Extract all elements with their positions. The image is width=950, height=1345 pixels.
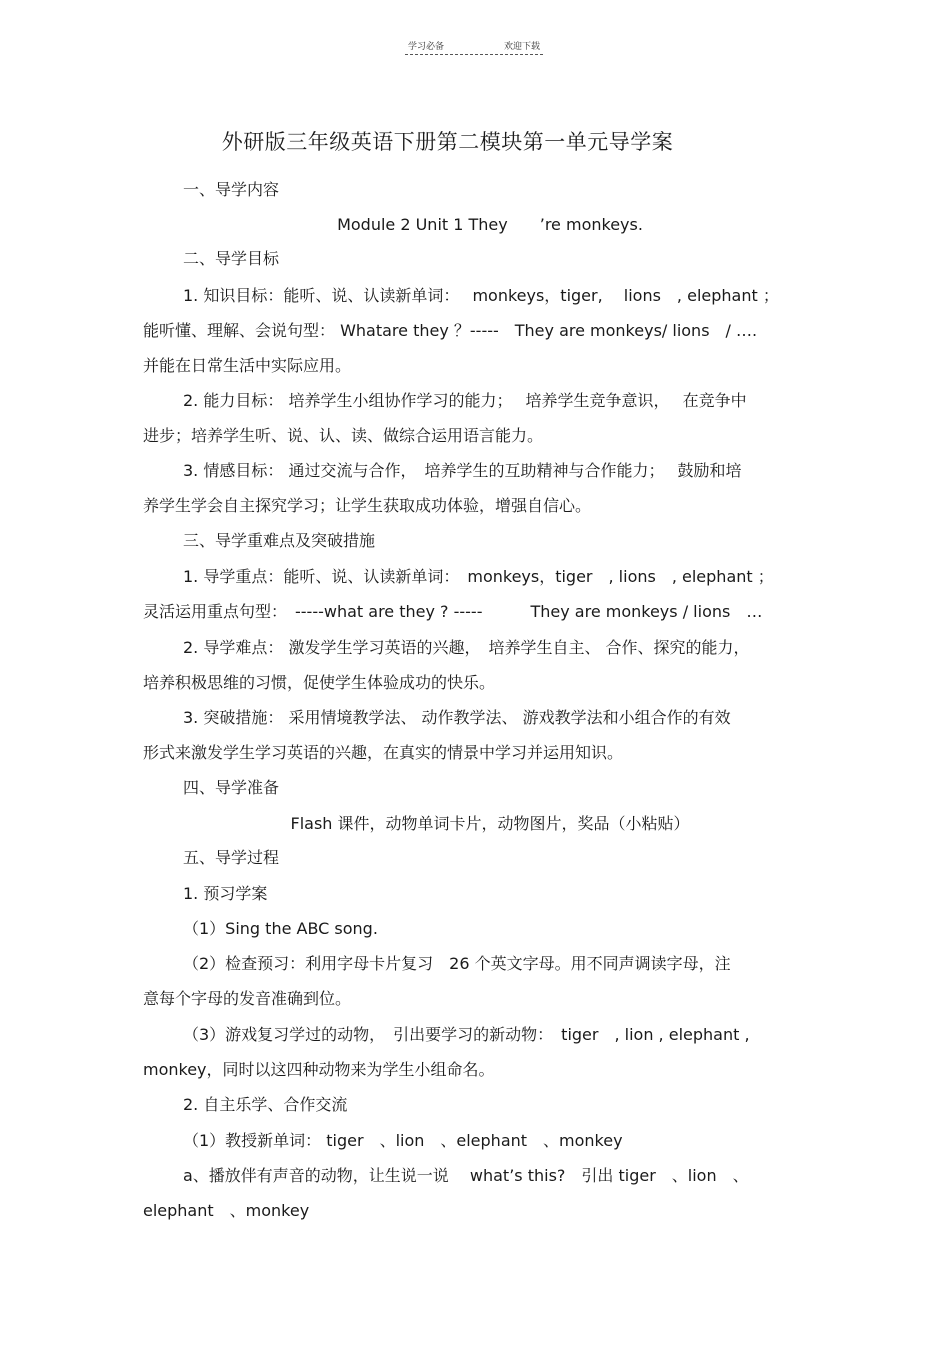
paragraph-line: 2. 自主乐学、合作交流 [183, 1095, 348, 1114]
paragraph-line: 3. 突破措施： 采用情境教学法、 动作教学法、 游戏教学法和小组合作的有效 [183, 708, 731, 727]
page-header [405, 39, 543, 52]
preparation-materials: Flash 课件，动物单词卡片，动物图片，奖品（小粘贴） [290, 814, 690, 833]
paragraph-line: 意每个字母的发音准确到位。 [143, 989, 352, 1008]
paragraph-line: a、播放伴有声音的动物，让生说一说 what’s this? 引出 tiger 、lion 、 [183, 1166, 749, 1185]
section-heading-3: 三、导学重难点及突破措施 [183, 531, 376, 550]
paragraph-line: 进步；培养学生听、说、认、读、做综合运用语言能力。 [143, 426, 544, 445]
paragraph-line: elephant 、monkey [143, 1201, 310, 1220]
paragraph-line: monkey，同时以这四种动物来为学生小组命名。 [143, 1060, 495, 1079]
paragraph-line: 并能在日常生活中实际应用。 [143, 356, 352, 375]
paragraph-line: 养学生学会自主探究学习；让学生获取成功体验，增强自信心。 [143, 496, 592, 515]
paragraph-line: 2. 导学难点： 激发学生学习英语的兴趣， 培养学生自主、 合作、探究的能力， [183, 638, 750, 657]
document-title: 外研版三年级英语下册第二模块第一单元导学案 [221, 130, 674, 154]
paragraph-line: 2. 能力目标： 培养学生小组协作学习的能力； 培养学生竞争意识， 在竞争中 [183, 391, 747, 410]
module-title: Module 2 Unit 1 They ’re monkeys. [337, 215, 643, 234]
paragraph-line: 1. 导学重点：能听、说、认读新单词： monkeys，tiger , lions , elephant ； [183, 567, 774, 586]
paragraph-line: 培养积极思维的习惯，促使学生体验成功的快乐。 [143, 673, 496, 692]
paragraph-line: 3. 情感目标： 通过交流与合作， 培养学生的互助精神与合作能力； 鼓励和培 [183, 461, 742, 480]
header-right-text: 欢迎下载 [503, 42, 540, 52]
paragraph-line: （1）Sing the ABC song. [183, 919, 378, 938]
paragraph-line: 灵活运用重点句型： -----what are they ? ----- They are monkeys / lions … [143, 602, 763, 621]
section-heading-4: 四、导学准备 [183, 778, 280, 797]
section-heading-2: 二、导学目标 [183, 249, 280, 268]
paragraph-line: （3）游戏复习学过的动物， 引出要学习的新动物： tiger , lion , elephant , [183, 1025, 750, 1044]
paragraph-line: （2）检查预习：利用字母卡片复习 26 个英文字母。用不同声调读字母，注 [183, 954, 731, 973]
paragraph-line: 能听懂、理解、会说句型： Whatare they ？----- They are monkeys/ lions / …. [143, 321, 758, 340]
section-heading-5: 五、导学过程 [183, 848, 280, 867]
paragraph-line: 1. 知识目标：能听、说、认读新单词： monkeys，tiger, lions , elephant ； [183, 286, 779, 305]
section-heading-1: 一、导学内容 [183, 180, 280, 199]
paragraph-line: （1）教授新单词： tiger 、lion 、elephant 、monkey [183, 1131, 623, 1150]
header-left-text: 学习必备 [408, 42, 445, 52]
header-divider [405, 54, 543, 55]
paragraph-line: 1. 预习学案 [183, 884, 268, 903]
paragraph-line: 形式来激发学生学习英语的兴趣，在真实的情景中学习并运用知识。 [143, 743, 624, 762]
